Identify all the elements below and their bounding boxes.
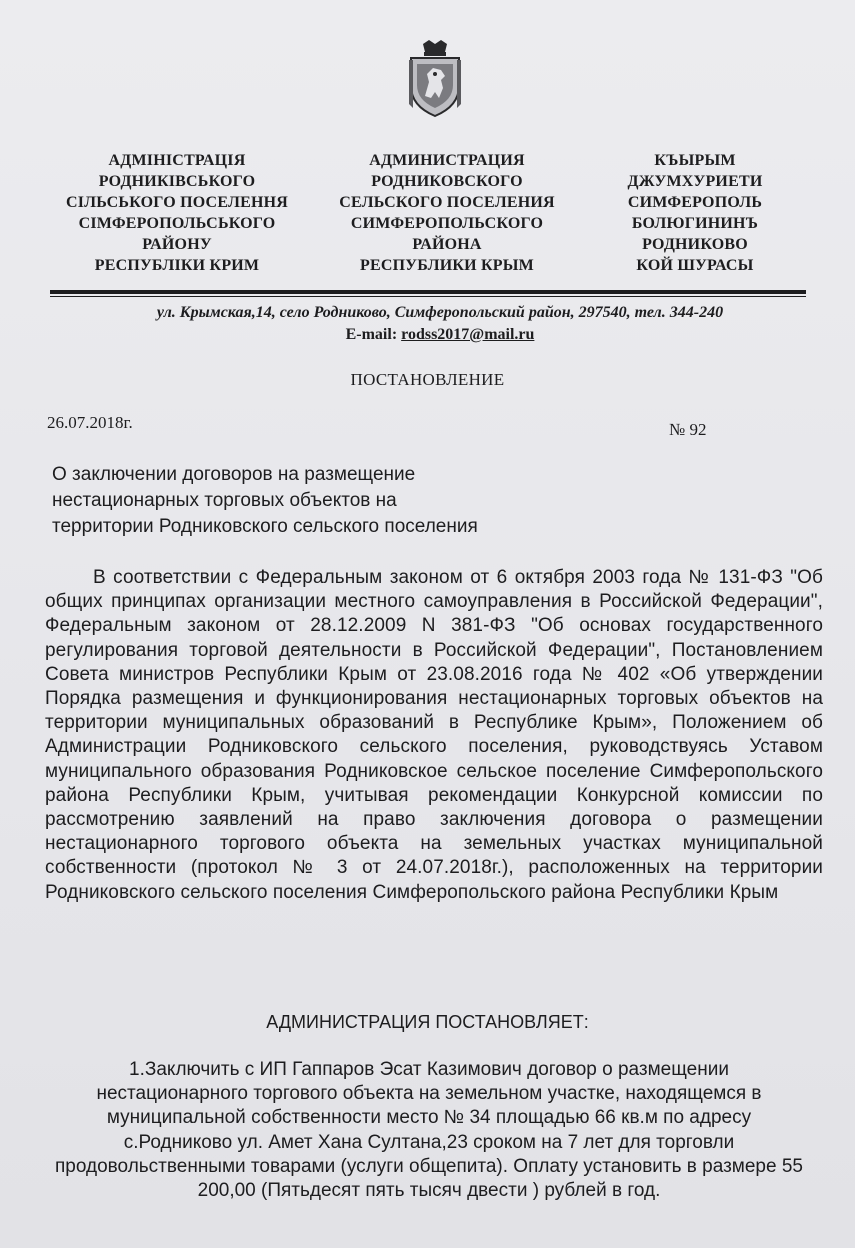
document-subject: [52, 462, 478, 540]
header-ru-line: РЕСПУБЛИКИ КРЫМ: [360, 257, 534, 274]
decree-item-1: 1.Заключить с ИП Гаппаров Эсат Казимович договор о размещении нестационарного торгового объекта на земельном участке, находящемся в муниципальной собственности место № 34 площадью 66 кв.м по адресу с.Родниково ул. Амет Хана Султана,23 сроком на 7 лет для торговли продовольственными товарами (услуги общепита). Оплату установить в размере 55 200,00 (Пятьдесят пять тысяч двести ) рублей в год.: [55, 1059, 803, 1202]
header-russian: [312, 150, 582, 276]
header-cr-line: КОЙ ШУРАСЫ: [636, 257, 754, 274]
coat-of-arms-emblem: [405, 38, 465, 118]
header-cr-line: СИМФЕРОПОЛЬ: [627, 194, 763, 211]
header-ua-line: АДМІНІСТРАЦІЯ: [108, 152, 246, 169]
email-line: [45, 325, 835, 345]
email-address[interactable]: rodss2017@mail.ru: [401, 326, 535, 343]
header-divider-thick: [50, 290, 806, 294]
subject-line: О заключении договоров на размещение: [52, 464, 416, 485]
email-label: E-mail:: [345, 326, 398, 343]
document-number: № 92: [669, 420, 707, 439]
header-ua-line: РАЙОНУ: [142, 236, 212, 253]
header-cr-line: КЪЫРЫМ: [654, 152, 736, 169]
header-cr-line: ДЖУМХУРИЕТИ: [627, 173, 763, 190]
header-ru-line: РОДНИКОВСКОГО: [371, 173, 523, 190]
document-title: ПОСТАНОВЛЕНИЕ: [350, 370, 505, 389]
preamble-paragraph: В соответствии с Федеральным законом от 6 октября 2003 года № 131-ФЗ "Об общих принципах организации местного самоуправления в Российской Федерации", Федеральным законом от 28.12.2009 N 381-ФЗ "Об основах государственного регулирования торговой деятельности в Российской Федерации", Постановлением Совета министров Республики Крым от 23.08.2016 года № 402 «Об утверждении Порядка размещения и функционирования нестационарных торговых объектов на территории муниципальных образований в Республике Крым», Положением об Администрации Родниковского сельского поселения, руководствуясь Уставом муниципального образования Родниковское сельское поселение Симферопольского района Республики Крым, учитывая рекомендации Конкурсной комиссии по рассмотрению заявлений на право заключения договора о размещении нестационарного торгового объекта на земельных участках муниципальной собственности (протокол № 3 от 24.07.2018г.), расположенных на территории Родниковского сельского поселения Симферопольского района Республики Крым: [45, 567, 823, 903]
header-divider-thin: [50, 296, 806, 297]
header-ua-line: СІЛЬСЬКОГО ПОСЕЛЕННЯ: [65, 194, 289, 211]
header-ua-line: РОДНИКІВСЬКОГО: [98, 173, 256, 190]
header-cr-line: БОЛЮГИНИНЪ: [631, 215, 759, 232]
header-cr-line: РОДНИКОВО: [642, 236, 748, 253]
address-line: ул. Крымская,14, село Родниково, Симферопольский район, 297540, тел. 344-240: [156, 304, 724, 321]
header-crimean-tatar: [590, 150, 800, 276]
header-ru-line: СИМФЕРОПОЛЬСКОГО: [350, 215, 544, 232]
subject-line: территории Родниковского сельского поселения: [52, 516, 478, 537]
header-ru-line: СЕЛЬСКОГО ПОСЕЛЕНИЯ: [339, 194, 555, 211]
header-ru-line: АДМИНИСТРАЦИЯ: [369, 152, 525, 169]
header-ua-line: РЕСПУБЛІКИ КРИМ: [94, 257, 260, 274]
document-date: 26.07.2018г.: [47, 413, 133, 432]
header-ua-line: СІМФЕРОПОЛЬСЬКОГО: [78, 215, 276, 232]
subject-line: нестационарных торговых объектов на: [52, 490, 397, 511]
header-ru-line: РАЙОНА: [412, 236, 482, 253]
decree-heading: АДМИНИСТРАЦИЯ ПОСТАНОВЛЯЕТ:: [266, 1012, 589, 1032]
header-ukrainian: [42, 150, 312, 276]
